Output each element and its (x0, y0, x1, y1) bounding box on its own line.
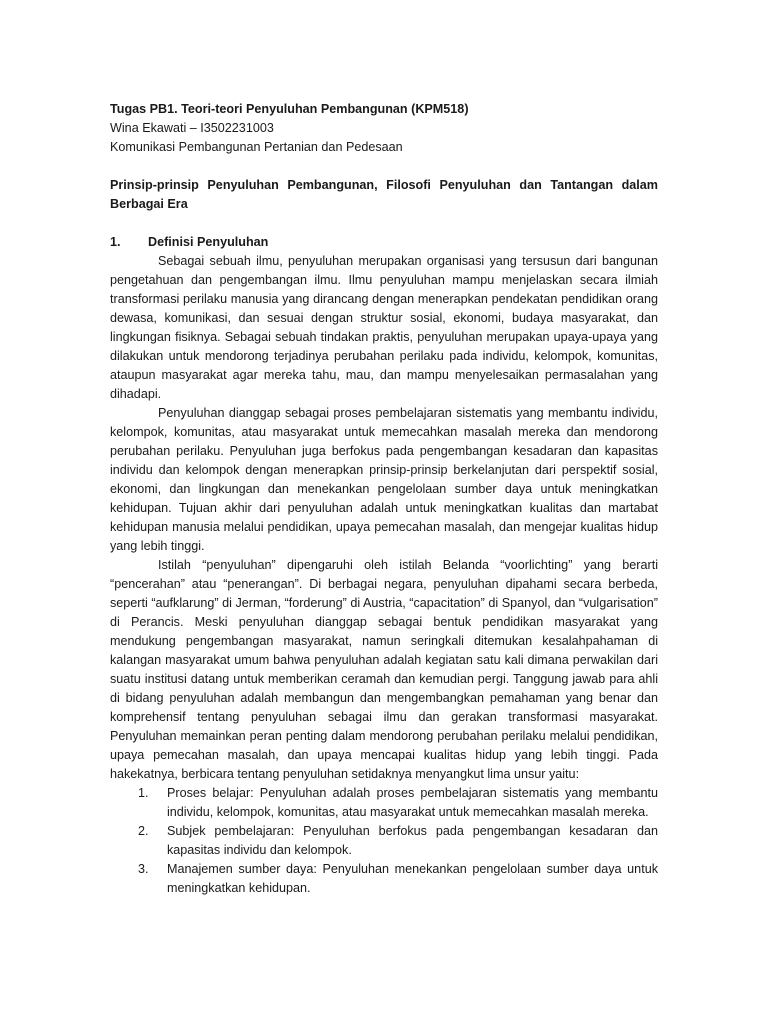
document-page (110, 100, 658, 898)
program-line: Komunikasi Pembangunan Pertanian dan Pedesaan (110, 140, 403, 154)
list-marker: 1. (138, 786, 149, 800)
list-text: Subjek pembelajaran: Penyuluhan berfokus pada pengembangan kesadaran dan kapasitas individu dan kelompok. (167, 824, 658, 857)
list-marker: 2. (138, 824, 149, 838)
list-marker: 3. (138, 862, 149, 876)
list-text: Proses belajar: Penyuluhan adalah proses pembelajaran sistematis yang membantu individu, kelompok, komunitas, atau masyarakat untuk memecahkan masalah mereka. (167, 786, 658, 819)
assignment-title: Tugas PB1. Teori-teori Penyuluhan Pembangunan (KPM518) (110, 102, 469, 116)
author-line: Wina Ekawati – I3502231003 (110, 121, 274, 135)
section-number: 1. (110, 235, 121, 249)
elements-list (110, 784, 658, 898)
list-item (138, 822, 658, 860)
paragraph: Sebagai sebuah ilmu, penyuluhan merupakan organisasi yang tersusun dari bangunan pengetahuan dan pengembangan ilmu. Ilmu penyuluhan mampu menjelaskan secara ilmiah transformasi perilaku manusia yang dirancang dengan menerapkan pendekatan pendidikan orang dewasa, komunikasi, dan sesuai dengan struktur sosial, ekonomi, budaya masyarakat, dan lingkungan fisiknya. Sebagai sebuah tindakan praktis, penyuluhan merupakan upaya-upaya yang dilakukan untuk mendorong terjadinya perubahan perilaku pada individu, kelompok, komunitas, ataupun masyarakat agar mereka tahu, mau, dan mampu menyelesaikan permasalahan yang dihadapi. (110, 254, 658, 401)
section-title: Definisi Penyuluhan (148, 235, 269, 249)
list-text: Manajemen sumber daya: Penyuluhan menekankan pengelolaan sumber daya untuk meningkatkan kehidupan. (167, 862, 658, 895)
list-item (138, 860, 658, 898)
list-item (138, 784, 658, 822)
paragraph: Penyuluhan dianggap sebagai proses pembelajaran sistematis yang membantu individu, kelompok, komunitas, atau masyarakat untuk memecahkan masalah mereka dan mendorong perubahan perilaku. Penyuluhan juga berfokus pada pengembangan kesadaran dan kapasitas individu dan kelompok dengan menerapkan prinsip-prinsip berkelanjutan dari perspektif sosial, ekonomi, dan lingkungan dan menekankan pengelolaan sumber daya untuk meningkatkan kehidupan. Tujuan akhir dari penyuluhan adalah untuk meningkatkan kualitas dan martabat kehidupan manusia melalui pendidikan, upaya pemecahan masalah, dan mengejar kualitas hidup yang lebih tinggi. (110, 406, 658, 553)
section-heading (110, 233, 658, 252)
paragraph: Istilah “penyuluhan” dipengaruhi oleh istilah Belanda “voorlichting” yang berarti “pencerahan” atau “penerangan”. Di berbagai negara, penyuluhan dipahami secara berbeda, seperti “aufklarung” di Jerman, “forderung” di Austria, “capacitation” di Spanyol, dan “vulgarisation” di Perancis. Meski penyuluhan dianggap sebagai bentuk pendidikan masyarakat yang mendukung pengembangan masyarakat, namun seringkali ditemukan kesalahpahaman di kalangan masyarakat umum bahwa penyuluhan adalah kegiatan satu kali dimana perwakilan dari suatu institusi datang untuk memberikan ceramah dan kemudian pergi. Tanggung jawab para ahli di bidang penyuluhan adalah membangun dan mengembangkan pemahaman yang benar dan komprehensif tentang penyuluhan sebagai ilmu dan gerakan transformasi masyarakat. Penyuluhan memainkan peran penting dalam mendorong perubahan perilaku melalui pendidikan, upaya pemecahan masalah, dan upaya mencapai kualitas hidup yang lebih tinggi. Pada hakekatnya, berbicara tentang penyuluhan setidaknya menyangkut lima unsur yaitu: (110, 558, 658, 781)
document-topic: Prinsip-prinsip Penyuluhan Pembangunan, Filosofi Penyuluhan dan Tantangan dalam Berbagai Era (110, 178, 658, 211)
